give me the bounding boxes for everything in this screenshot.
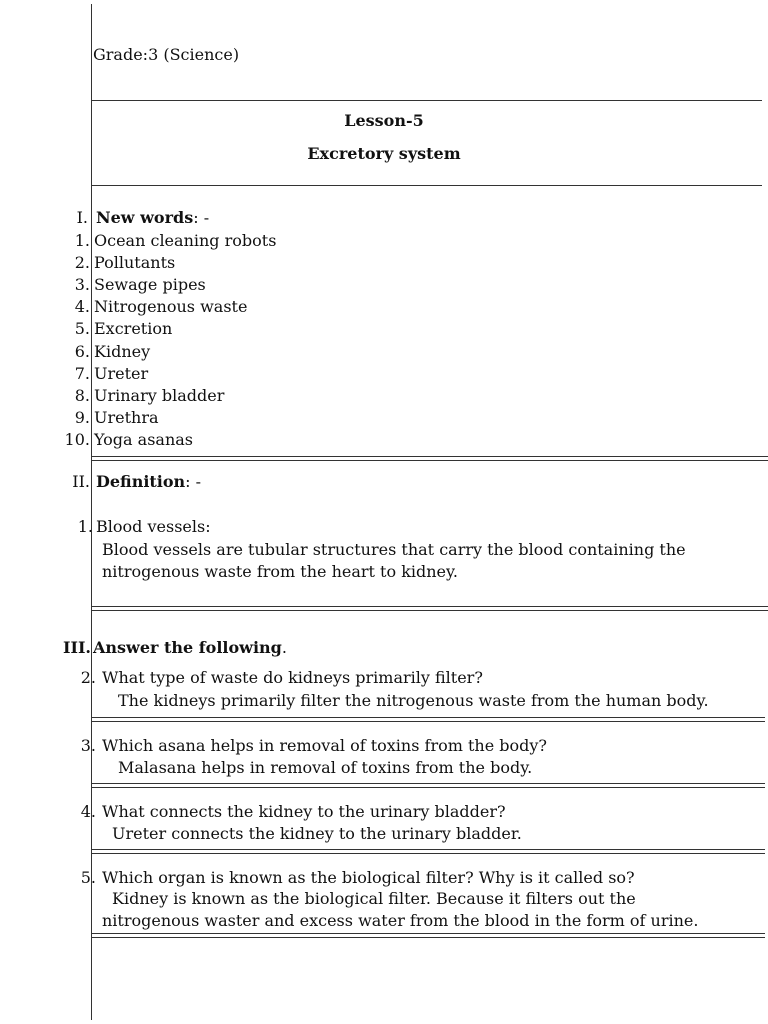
answer-text: Ureter connects the kidney to the urinary bladder. bbox=[112, 824, 522, 843]
word-item: Yoga asanas bbox=[94, 430, 194, 449]
question-number: 2. bbox=[80, 668, 96, 687]
definition-number: 1. bbox=[77, 517, 93, 536]
word-number: 7. bbox=[74, 364, 90, 383]
question-number: 5. bbox=[80, 868, 96, 887]
double-divider bbox=[91, 849, 765, 854]
answer-text: Kidney is known as the biological filter. Because it filters out the bbox=[112, 889, 636, 908]
definition-text: nitrogenous waste from the heart to kidney. bbox=[102, 562, 459, 581]
grade-label: Grade:3 (Science) bbox=[93, 45, 240, 64]
word-item: Pollutants bbox=[94, 253, 176, 272]
section-heading-suffix: : - bbox=[185, 472, 202, 491]
double-divider bbox=[91, 783, 765, 788]
question-text: What type of waste do kidneys primarily filter? bbox=[102, 668, 483, 687]
section-heading-text: Definition bbox=[96, 472, 186, 491]
question-number: 3. bbox=[80, 736, 96, 755]
section-heading bbox=[93, 638, 287, 658]
double-divider bbox=[91, 606, 768, 611]
divider bbox=[91, 100, 762, 101]
word-item: Urinary bladder bbox=[94, 386, 225, 405]
section-heading bbox=[96, 208, 209, 228]
definition-term: Blood vessels: bbox=[96, 517, 211, 536]
section-numeral: II. bbox=[72, 472, 90, 491]
answer-text: The kidneys primarily filter the nitrogenous waste from the human body. bbox=[118, 691, 709, 710]
word-item: Nitrogenous waste bbox=[94, 297, 248, 316]
section-numeral: I. bbox=[76, 208, 88, 227]
double-divider bbox=[91, 717, 765, 722]
section-heading-suffix: . bbox=[281, 638, 287, 657]
section-heading-text: Answer the following bbox=[93, 638, 282, 657]
double-divider bbox=[91, 933, 765, 938]
section-heading bbox=[96, 472, 201, 492]
word-item: Excretion bbox=[94, 319, 173, 338]
word-item: Kidney bbox=[94, 342, 151, 361]
word-item: Urethra bbox=[94, 408, 159, 427]
question-text: Which organ is known as the biological filter? Why is it called so? bbox=[102, 868, 635, 887]
answer-text: Malasana helps in removal of toxins from the body. bbox=[118, 758, 533, 777]
lesson-number: Lesson-5 bbox=[344, 111, 424, 130]
word-number: 4. bbox=[74, 297, 90, 316]
word-number: 9. bbox=[74, 408, 90, 427]
word-number: 8. bbox=[74, 386, 90, 405]
word-number: 3. bbox=[74, 275, 90, 294]
word-number: 1. bbox=[74, 231, 90, 250]
word-item: Ocean cleaning robots bbox=[94, 231, 277, 250]
word-number: 6. bbox=[74, 342, 90, 361]
definition-text: Blood vessels are tubular structures that carry the blood containing the bbox=[102, 540, 686, 559]
lesson-title: Excretory system bbox=[307, 144, 461, 163]
divider bbox=[91, 185, 762, 186]
double-divider bbox=[91, 456, 768, 461]
question-text: What connects the kidney to the urinary bladder? bbox=[102, 802, 506, 821]
word-number: 10. bbox=[64, 430, 90, 449]
section-heading-suffix: : - bbox=[193, 208, 210, 227]
question-text: Which asana helps in removal of toxins from the body? bbox=[102, 736, 548, 755]
question-number: 4. bbox=[80, 802, 96, 821]
section-heading-text: New words bbox=[96, 208, 194, 227]
word-item: Ureter bbox=[94, 364, 149, 383]
word-number: 5. bbox=[74, 319, 90, 338]
section-numeral: III. bbox=[62, 638, 91, 657]
word-item: Sewage pipes bbox=[94, 275, 206, 294]
word-number: 2. bbox=[74, 253, 90, 272]
answer-text: nitrogenous waster and excess water from the blood in the form of urine. bbox=[102, 911, 699, 930]
